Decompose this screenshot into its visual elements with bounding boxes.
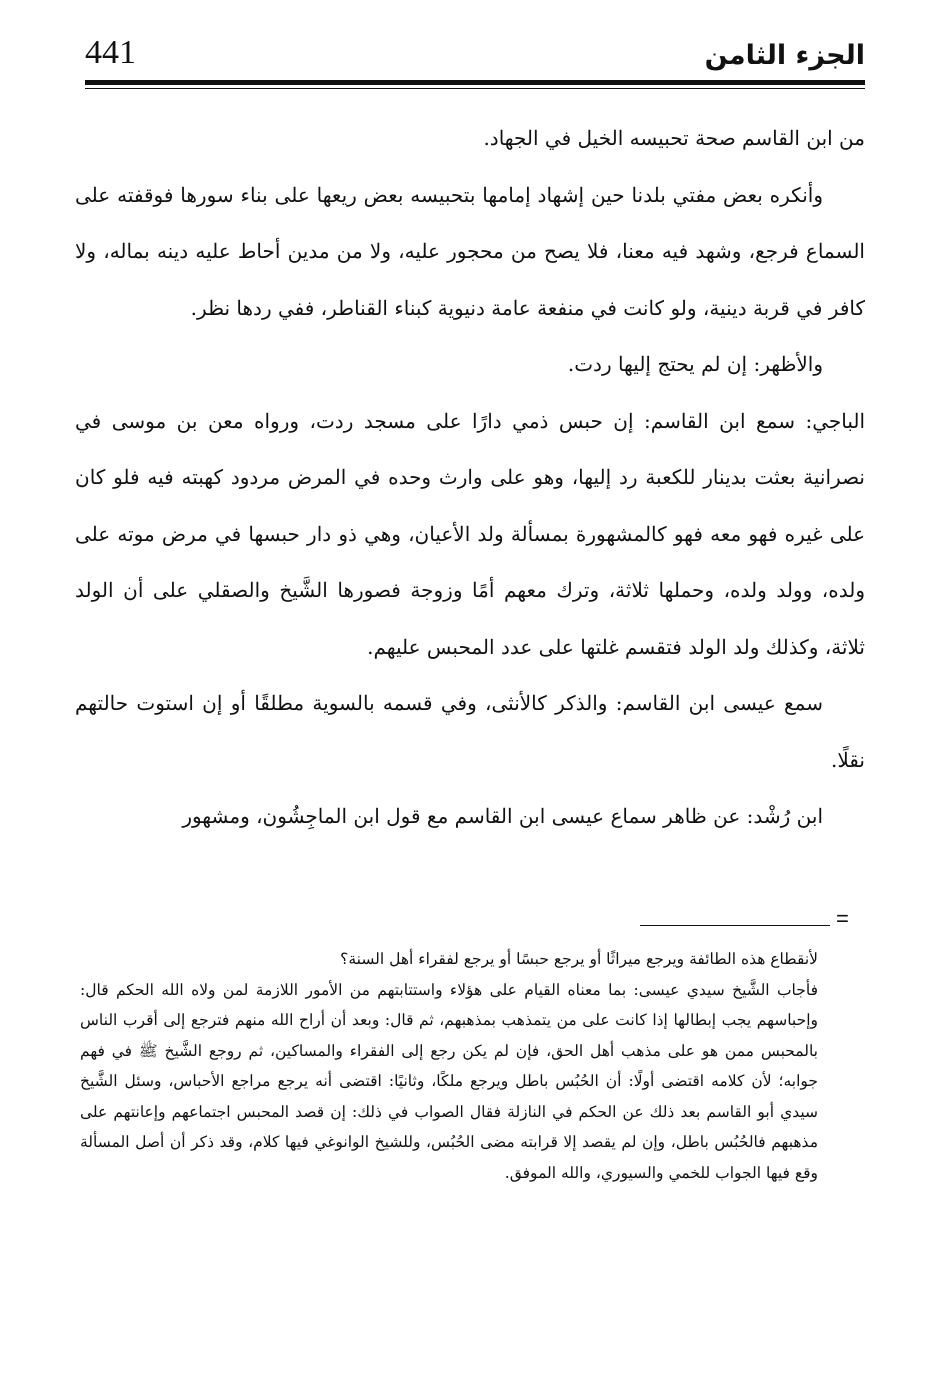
header-rule-thick — [85, 80, 865, 85]
footnote-paragraph: لأنقطاع هذه الطائفة ويرجع ميراثًا أو يرجع حبسًا أو يرجع لفقراء أهل السنة؟ — [340, 950, 818, 968]
footnote-continuation-mark: = — [836, 906, 849, 931]
footnote-separator — [640, 925, 830, 926]
paragraph: ابن رُشْد: عن ظاهر سماع عيسى ابن القاسم مع قول ابن الماجِشُون، ومشهور — [182, 804, 823, 828]
paragraph: وأنكره بعض مفتي بلدنا حين إشهاد إمامها بتحبيسه بعض ريعها على بناء سورها فوقفته على السماع فرجع، وشهد فيه معنا، فلا يصح من محجور عليه، ولا من مدين أحاط عليه دينه بماله، ولا كافر في قربة دينية، ولو كانت في منفعة عامة دنيوية كبناء القناطر، ففي ردها نظر. — [75, 182, 865, 320]
paragraph: الباجي: سمع ابن القاسم: إن حبس ذمي دارًا على مسجد ردت، ورواه معن بن موسى في نصرانية بعثت بدينار للكعبة رد إليها، وهو على وارث وحده في المرض مردود كهبته فيه فلو كان على غيره فهو معه فهو كالمشهورة بمسألة ولد الأعيان، وهي ذو دار حبسها في مرض موته على ولده، وولد ولده، وحملها ثلاثة، وترك معهم أمًا وزوجة فصورها الشَّيخ والصقلي على أن الولد ثلاثة، وكذلك ولد الولد فتقسم غلتها على عدد المحبس عليهم. — [75, 408, 865, 659]
footnote-block — [80, 944, 818, 1188]
page-number: 441 — [85, 34, 136, 71]
page-header — [85, 32, 865, 82]
main-text — [75, 110, 865, 845]
footnote-paragraph: فأجاب الشَّيخ سيدي عيسى: بما معناه القيام على هؤلاء واستتابتهم من الأمور اللازمة لمن ولاه الله الحكم قال: وإحباسهم يجب إبطالها إذا كانت على من يتمذهب بمذهبهم، ثم قال: وبعد أن أراح الله منهم فترجع إلى أقرب الناس بالمحبس ممن هو على مذهب أهل الحق، فإن لم يكن رجع إلى الفقراء والمساكين، ثم روجع الشَّيخ ﷺ في فهم جوابه؛ لأن كلامه اقتضى أولًا: أن الحُبُس باطل ويرجع ملكًا، وثانيًا: اقتضى أنه يرجع مراجع الأحباس، وسئل الشَّيخ سيدي أبو القاسم بعد ذلك عن الحكم في النازلة فقال الصواب في ذلك: إن قصد المحبس اجتماعهم وإعانتهم على مذهبهم فالحُبُس باطل، وإن لم يقصد إلا قرابته مضى الحُبُس، وللشيخ الوانوغي فيها كلام، وقد ذكر أن أصل المسألة وقع فيها الجواب للخمي والسيوري، والله الموفق. — [80, 980, 818, 1182]
paragraph: من ابن القاسم صحة تحبيسه الخيل في الجهاد. — [483, 126, 865, 150]
paragraph: والأظهر: إن لم يحتج إليها ردت. — [567, 352, 823, 376]
paragraph: سمع عيسى ابن القاسم: والذكر كالأنثى، وفي قسمه بالسوية مطلقًا أو إن استوت حالتهم نقلًا. — [75, 691, 865, 772]
header-rule-thin — [85, 88, 865, 89]
running-head: الجزء الثامن — [704, 40, 865, 71]
